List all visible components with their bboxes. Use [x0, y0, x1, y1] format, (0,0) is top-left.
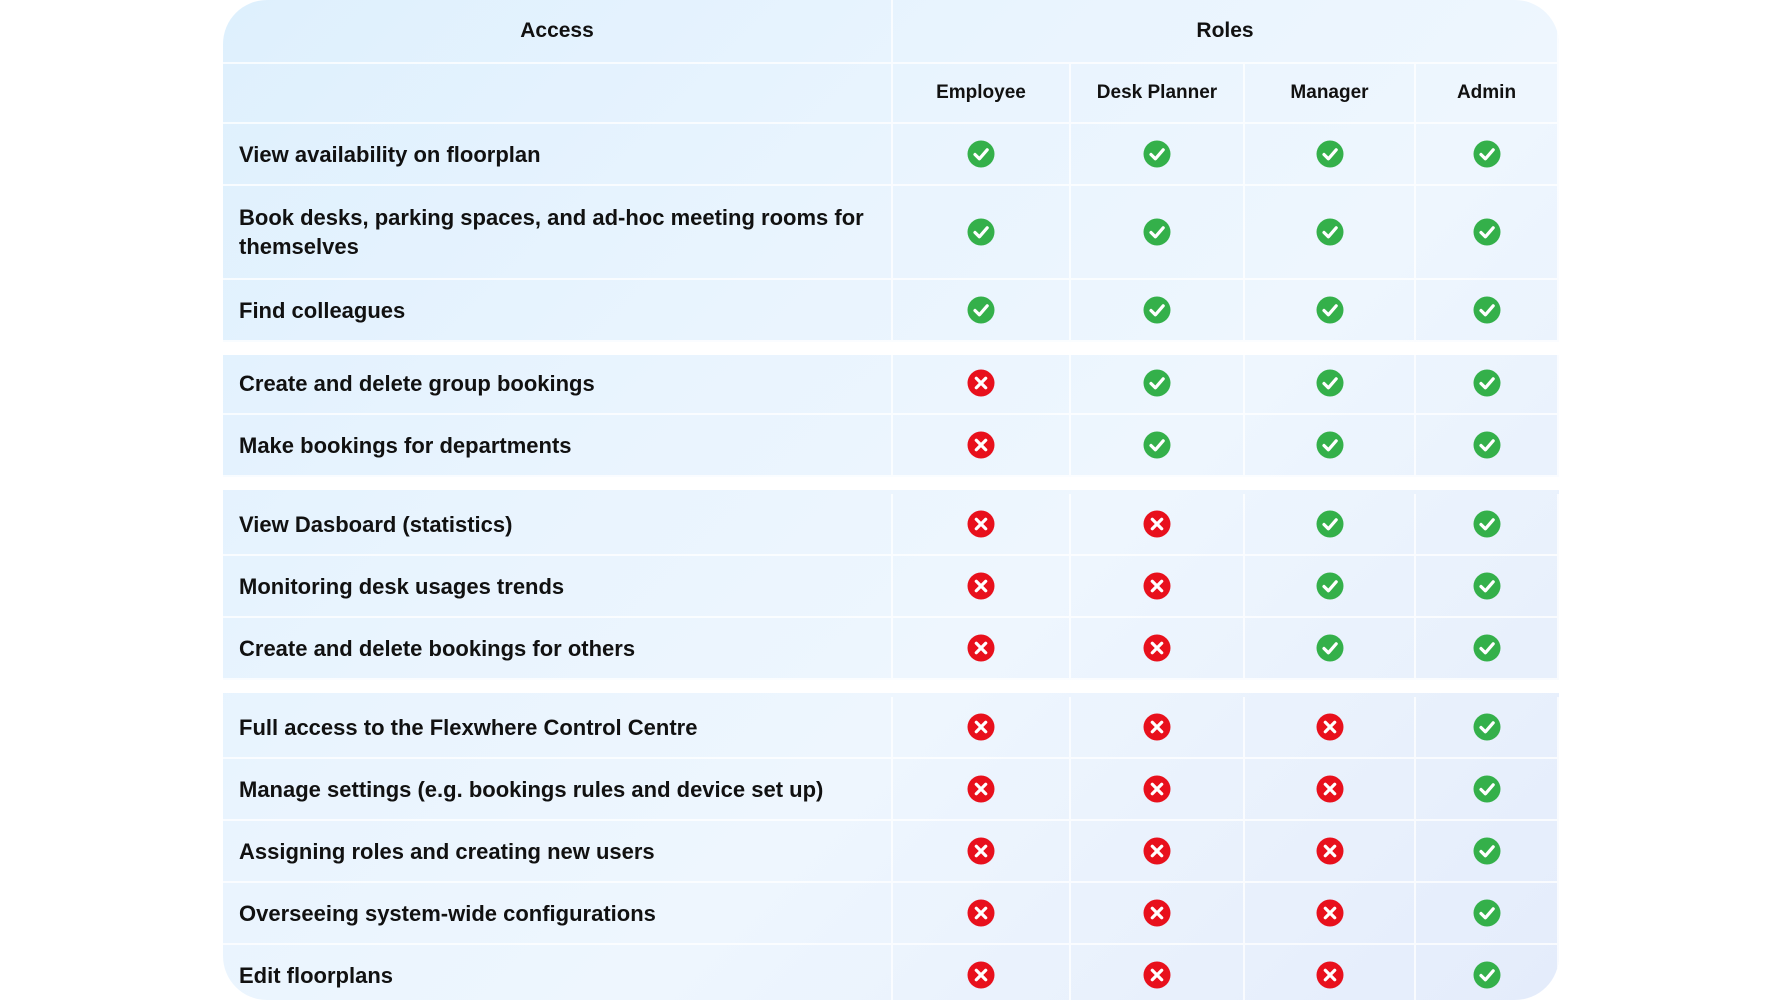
permission-cell-desk-planner [1071, 494, 1245, 556]
check-icon [1143, 218, 1171, 246]
check-icon [1316, 369, 1344, 397]
permission-cell-employee [893, 280, 1071, 342]
permission-cell-employee [893, 556, 1071, 618]
roles-header: Roles [893, 0, 1559, 64]
check-icon [1473, 296, 1501, 324]
permission-cell-admin [1416, 415, 1559, 477]
permission-cell-employee [893, 415, 1071, 477]
permission-cell-employee [893, 353, 1071, 415]
permission-cell-manager [1245, 821, 1416, 883]
permission-cell-desk-planner [1071, 618, 1245, 680]
permission-label: Overseeing system-wide configurations [223, 883, 893, 945]
check-icon [1473, 218, 1501, 246]
cross-icon [967, 961, 995, 989]
access-header: Access [223, 0, 893, 64]
cross-icon [967, 572, 995, 600]
permission-cell-employee [893, 883, 1071, 945]
permission-cell-desk-planner [1071, 186, 1245, 280]
permission-cell-manager [1245, 494, 1416, 556]
permission-label: Make bookings for departments [223, 415, 893, 477]
check-icon [967, 218, 995, 246]
cross-icon [967, 713, 995, 741]
check-icon [1143, 431, 1171, 459]
permission-cell-manager [1245, 556, 1416, 618]
permission-cell-manager [1245, 945, 1416, 1000]
permission-cell-desk-planner [1071, 945, 1245, 1000]
permission-cell-admin [1416, 124, 1559, 186]
permission-label: Assigning roles and creating new users [223, 821, 893, 883]
permission-label: Create and delete bookings for others [223, 618, 893, 680]
check-icon [1473, 572, 1501, 600]
check-icon [1473, 713, 1501, 741]
permission-cell-admin [1416, 821, 1559, 883]
permission-cell-employee [893, 124, 1071, 186]
permission-cell-employee [893, 945, 1071, 1000]
permission-cell-desk-planner [1071, 697, 1245, 759]
permission-cell-employee [893, 618, 1071, 680]
permission-cell-admin [1416, 759, 1559, 821]
permission-label: Book desks, parking spaces, and ad-hoc meeting rooms for themselves [223, 186, 893, 280]
cross-icon [967, 369, 995, 397]
check-icon [1473, 510, 1501, 538]
cross-icon [1143, 961, 1171, 989]
check-icon [1316, 296, 1344, 324]
section-divider [223, 680, 1559, 693]
permission-cell-employee [893, 697, 1071, 759]
check-icon [1473, 369, 1501, 397]
cross-icon [1316, 837, 1344, 865]
permission-cell-desk-planner [1071, 124, 1245, 186]
check-icon [1473, 899, 1501, 927]
check-icon [1316, 510, 1344, 538]
permission-label: Monitoring desk usages trends [223, 556, 893, 618]
check-icon [1316, 572, 1344, 600]
permission-cell-admin [1416, 186, 1559, 280]
check-icon [1473, 140, 1501, 168]
role-header-manager: Manager [1245, 64, 1416, 124]
permission-cell-desk-planner [1071, 556, 1245, 618]
check-icon [1473, 775, 1501, 803]
check-icon [1316, 218, 1344, 246]
cross-icon [1143, 837, 1171, 865]
cross-icon [1143, 713, 1171, 741]
permission-cell-manager [1245, 280, 1416, 342]
permission-cell-desk-planner [1071, 821, 1245, 883]
check-icon [1473, 837, 1501, 865]
permission-cell-employee [893, 494, 1071, 556]
permission-label: Full access to the Flexwhere Control Centre [223, 697, 893, 759]
role-header-admin: Admin [1416, 64, 1559, 124]
check-icon [1473, 431, 1501, 459]
permission-cell-manager [1245, 353, 1416, 415]
permission-cell-manager [1245, 618, 1416, 680]
permission-label: View Dasboard (statistics) [223, 494, 893, 556]
permission-cell-desk-planner [1071, 280, 1245, 342]
permission-cell-manager [1245, 883, 1416, 945]
cross-icon [967, 899, 995, 927]
permissions-table [223, 0, 1559, 1000]
section-divider [223, 477, 1559, 490]
cross-icon [1316, 713, 1344, 741]
permission-cell-manager [1245, 186, 1416, 280]
permission-cell-desk-planner [1071, 759, 1245, 821]
cross-icon [1143, 775, 1171, 803]
permission-cell-employee [893, 186, 1071, 280]
role-header-desk-planner: Desk Planner [1071, 64, 1245, 124]
permission-cell-employee [893, 821, 1071, 883]
cross-icon [1143, 510, 1171, 538]
cross-icon [1143, 899, 1171, 927]
cross-icon [1143, 572, 1171, 600]
permission-cell-employee [893, 759, 1071, 821]
cross-icon [967, 775, 995, 803]
cross-icon [1316, 899, 1344, 927]
permission-cell-manager [1245, 415, 1416, 477]
check-icon [967, 140, 995, 168]
cross-icon [1316, 961, 1344, 989]
permission-cell-admin [1416, 883, 1559, 945]
check-icon [1316, 431, 1344, 459]
permission-cell-admin [1416, 618, 1559, 680]
check-icon [1143, 369, 1171, 397]
permission-cell-admin [1416, 353, 1559, 415]
check-icon [1143, 140, 1171, 168]
permission-cell-desk-planner [1071, 883, 1245, 945]
check-icon [1316, 140, 1344, 168]
permission-label: Edit floorplans [223, 945, 893, 1000]
permission-cell-manager [1245, 759, 1416, 821]
cross-icon [967, 634, 995, 662]
permission-cell-desk-planner [1071, 415, 1245, 477]
check-icon [1473, 634, 1501, 662]
cross-icon [967, 837, 995, 865]
permission-cell-manager [1245, 124, 1416, 186]
permission-label: Create and delete group bookings [223, 353, 893, 415]
check-icon [967, 296, 995, 324]
cross-icon [967, 431, 995, 459]
check-icon [1316, 634, 1344, 662]
permission-cell-admin [1416, 697, 1559, 759]
permission-cell-desk-planner [1071, 353, 1245, 415]
permission-cell-admin [1416, 494, 1559, 556]
permission-label: Manage settings (e.g. bookings rules and device set up) [223, 759, 893, 821]
check-icon [1473, 961, 1501, 989]
cross-icon [1316, 775, 1344, 803]
permission-label: Find colleagues [223, 280, 893, 342]
permission-cell-admin [1416, 556, 1559, 618]
cross-icon [967, 510, 995, 538]
permission-cell-admin [1416, 945, 1559, 1000]
role-header-employee: Employee [893, 64, 1071, 124]
check-icon [1143, 296, 1171, 324]
permission-label: View availability on floorplan [223, 124, 893, 186]
access-subheader-blank [223, 64, 893, 124]
permission-cell-admin [1416, 280, 1559, 342]
cross-icon [1143, 634, 1171, 662]
permission-cell-manager [1245, 697, 1416, 759]
